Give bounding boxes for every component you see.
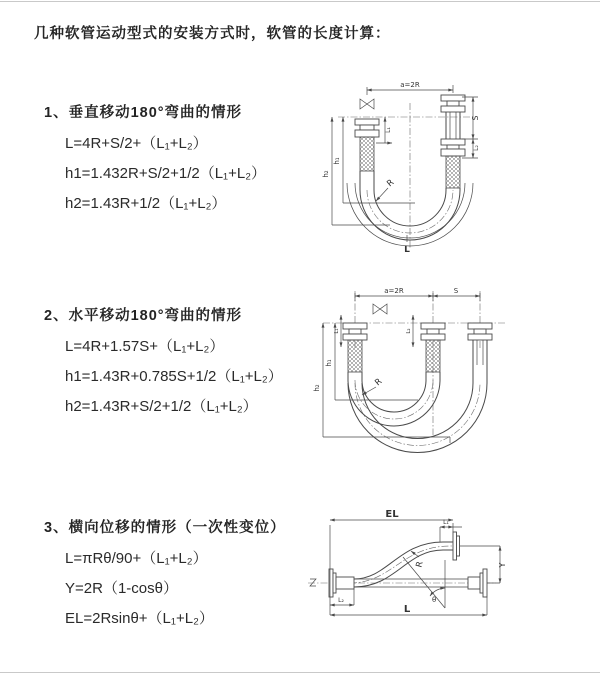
formula-list: [65, 129, 266, 219]
left-flange-fitting: [343, 323, 367, 372]
formula-length: L=πRθ/90+（L₁+L₂）: [65, 550, 208, 567]
left-flange-fitting: [355, 119, 379, 171]
braided-hose-hatch: [360, 137, 374, 171]
dim-label-s: S: [453, 287, 459, 295]
diagram-lateral-displacement: [300, 505, 600, 650]
braided-hose-hatch: [348, 340, 362, 372]
dim-label-h1: h₁: [333, 157, 341, 165]
middle-flange-fitting: [421, 323, 445, 372]
section-vertical-bend: [44, 101, 266, 219]
dim-label-length: L: [404, 245, 410, 255]
dim-label-el: EL: [385, 509, 399, 520]
page-title: 几种软管运动型式的安装方式时，软管的长度计算：: [34, 26, 391, 42]
formula-length: L=4R+S/2+（L₁+L₂）: [65, 135, 208, 152]
formula-h2: h2=1.43R+S/2+1/2（L₁+L₂）: [65, 398, 258, 415]
dimension-lines: [330, 509, 507, 615]
formula-el: EL=2Rsinθ+（L₁+L₂）: [65, 610, 214, 627]
page-bottom-edge: [0, 672, 600, 673]
left-flange-fitting: [329, 569, 354, 597]
section-horizontal-bend: [44, 304, 283, 422]
section-lateral-displacement: [44, 516, 286, 634]
dim-label-l1: L₁: [334, 328, 340, 334]
diagram-horizontal-bend-svg: [310, 285, 600, 460]
dim-label-h2: h₂: [313, 384, 321, 392]
dim-label-span: a=2R: [400, 81, 420, 89]
braided-hose-hatch: [426, 340, 440, 372]
dim-label-h1: h₁: [325, 359, 333, 367]
formula-h2: h2=1.43R+1/2（L₁+L₂）: [65, 195, 227, 212]
dim-label-l1: L₁: [385, 127, 392, 133]
dimension-lines: [313, 287, 480, 443]
u-bend-hose: [348, 340, 487, 453]
valve-icon: [373, 304, 387, 314]
diagram-vertical-bend-svg: [310, 75, 600, 255]
dim-label-h2: h₂: [322, 170, 330, 178]
formula-y: Y=2R（1-cosθ）: [65, 580, 178, 597]
formula-h1: h1=1.43R+0.785S+1/2（L₁+L₂）: [65, 368, 283, 385]
diagram-lateral-displacement-svg: [300, 505, 600, 650]
section-heading: 1、垂直移动180°弯曲的情形: [44, 105, 243, 121]
braided-hose-hatch: [446, 156, 460, 188]
dim-label-l2: L₂: [338, 597, 344, 604]
dim-label-l1: L₁: [443, 519, 449, 526]
section-heading: 2、水平移动180°弯曲的情形: [44, 308, 243, 324]
formula-list: [65, 332, 283, 422]
dim-label-length: L: [403, 604, 411, 615]
page-top-edge: [0, 1, 600, 2]
formula-list: [65, 544, 286, 634]
dim-label-span: a=2R: [384, 287, 404, 295]
dim-label-l2: L₂: [406, 328, 412, 334]
right-flange-fitting: [468, 323, 492, 340]
diagram-vertical-bend: [310, 75, 600, 255]
dim-label-radius: R: [385, 177, 397, 190]
dim-label-theta: θ: [432, 596, 437, 604]
dim-label-radius: R: [414, 560, 426, 569]
right-flange-fitting: [441, 95, 465, 188]
formula-h1: h1=1.432R+S/2+1/2（L₁+L₂）: [65, 165, 267, 182]
dim-label-l2: L₂: [473, 145, 480, 151]
dim-label-s: S: [471, 115, 480, 121]
dim-label-y: Y: [498, 562, 507, 568]
section-heading: 3、横向位移的情形（一次性变位）: [44, 520, 286, 536]
formula-length: L=4R+1.57S+（L₁+L₂）: [65, 338, 225, 355]
valve-icon: [360, 99, 374, 109]
pipe-break-mark: [310, 579, 316, 586]
dim-label-radius: R: [373, 376, 385, 389]
upper-right-flange-fitting: [453, 532, 460, 560]
diagram-horizontal-bend: [310, 285, 600, 460]
